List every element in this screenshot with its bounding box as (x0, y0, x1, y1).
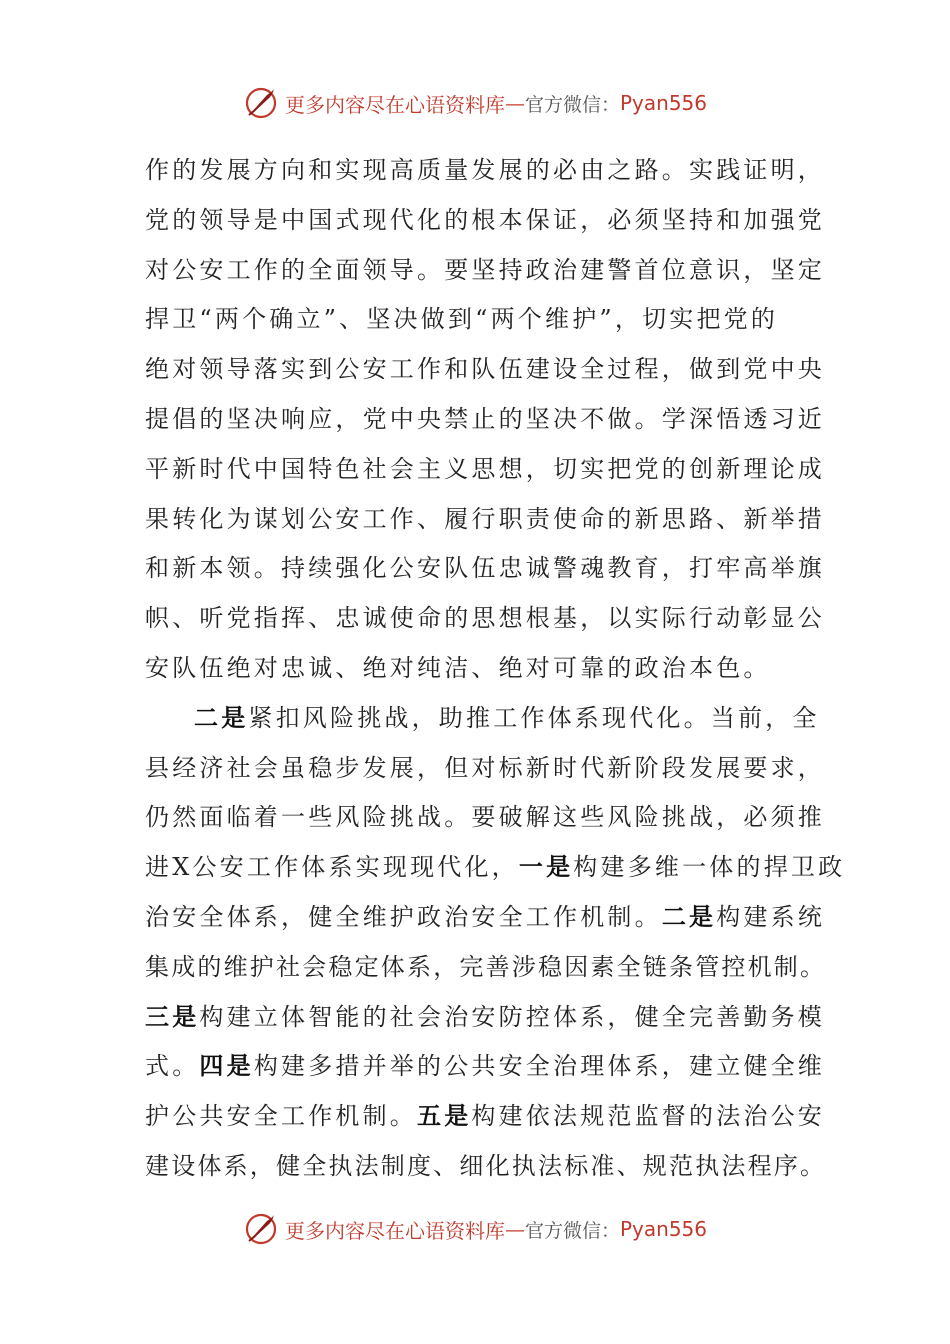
text-line: 和新本领。持续强化公安队伍忠诚警魂教育，打牢高举旗 (145, 554, 825, 583)
text-line: 县经济社会虽稳步发展，但对标新时代新阶段发展要求， (145, 753, 825, 782)
quill-pen-circle-icon (243, 1211, 279, 1247)
text-line: 作的发展方向和实现高质量发展的必由之路。实践证明， (145, 156, 825, 184)
bold-marker: 一是 (518, 853, 574, 882)
text-line: 仍然面临着一些风险挑战。要破解这些风险挑战，必须推 (145, 803, 825, 832)
text-line: 安队伍绝对忠诚、绝对纯洁、绝对可靠的政治本色。 (145, 653, 771, 682)
text-span: 构建多措并举的公共安全治理体系，建立健全维 (253, 1052, 826, 1081)
text-line: 建设体系，健全执法制度、细化执法标准、规范执法程序。 (145, 1151, 827, 1180)
watermark-wechat-label: 官方微信： (524, 93, 620, 116)
text-line (145, 1042, 826, 1092)
watermark-site-text: 更多内容尽在心语资料库 (284, 1218, 505, 1243)
watermark-dash: — (504, 1217, 525, 1241)
bold-marker: 二是 (194, 703, 249, 732)
bold-marker: 二是 (661, 902, 717, 931)
text-line: 捍卫“两个确立”、坚决做到“两个维护”，切实把党的 (145, 305, 779, 334)
text-span: 构建系统 (716, 902, 826, 931)
text-span: 紧扣风险挑战，助推工作体系现代化。当前，全 (248, 703, 820, 732)
document-body (145, 146, 846, 1192)
bold-marker: 三是 (145, 1002, 200, 1031)
text-line (145, 843, 846, 893)
text-span: 构建立体智能的社会治安防控体系，健全完善勤务模 (199, 1002, 826, 1031)
text-line: 果转化为谋划公安工作、履行职责使命的新思路、新举措 (145, 504, 825, 533)
header-watermark (0, 83, 950, 123)
text-line (145, 1092, 826, 1142)
watermark-wechat-id: Pyan556 (620, 1217, 708, 1241)
watermark-dash: — (504, 91, 525, 115)
text-span: 式。 (145, 1052, 200, 1081)
text-line: 集成的维护社会稳定体系，完善涉稳因素全链条管控机制。 (145, 952, 827, 981)
bold-marker: 五是 (417, 1102, 472, 1131)
watermark-wechat-id: Pyan556 (620, 91, 708, 115)
footer-watermark (0, 1209, 950, 1249)
watermark-wechat-label: 官方微信： (524, 1219, 620, 1242)
text-span: 护公共安全工作机制。 (145, 1102, 417, 1131)
text-line: 党的领导是中国式现代化的根本保证，必须坚持和加强党 (145, 205, 825, 234)
text-line: 对公安工作的全面领导。要坚持政治建警首位意识，坚定 (145, 255, 825, 284)
quill-pen-circle-icon (243, 85, 279, 121)
watermark-site-text: 更多内容尽在心语资料库 (284, 92, 505, 117)
text-line (145, 893, 826, 943)
text-line: 提倡的坚决响应，党中央禁止的坚决不做。学深悟透习近 (145, 404, 825, 433)
paragraph-1 (145, 146, 825, 694)
text-span: 治安全体系，健全维护政治安全工作机制。 (145, 902, 662, 931)
text-span: 进X公安工作体系实现现代化， (145, 853, 519, 882)
text-line (145, 993, 826, 1043)
text-line: 平新时代中国特色社会主义思想，切实把党的创新理论成 (145, 454, 825, 483)
text-line (145, 694, 820, 744)
text-span: 构建依法规范监督的法治公安 (471, 1102, 826, 1131)
text-line: 帜、听党指挥、忠诚使命的思想根基，以实际行动彰显公 (145, 604, 825, 633)
paragraph-2 (145, 694, 846, 1192)
text-span: 构建多维一体的捍卫政 (573, 853, 846, 882)
text-line: 绝对领导落实到公安工作和队伍建设全过程，做到党中央 (145, 355, 825, 384)
bold-marker: 四是 (199, 1052, 254, 1081)
